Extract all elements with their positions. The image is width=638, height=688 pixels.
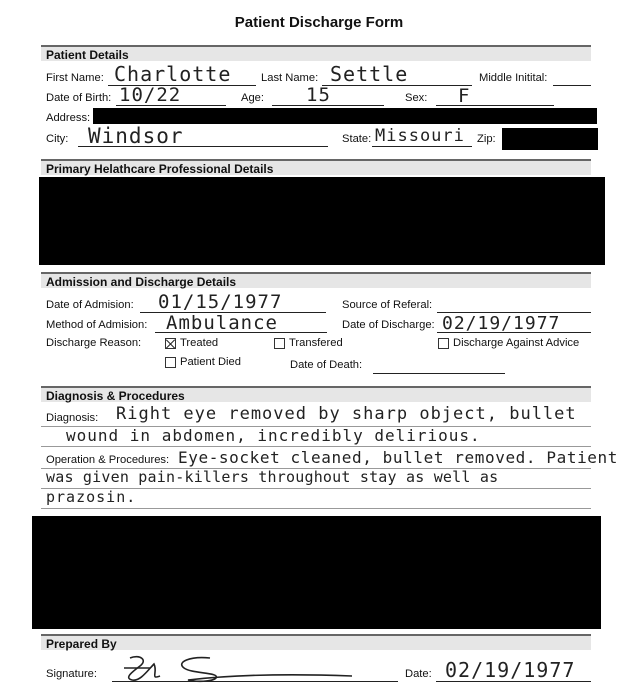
against-advice-checkbox[interactable] — [438, 338, 449, 349]
against-advice-label: Discharge Against Advice — [453, 337, 580, 349]
admission-date-field[interactable]: 01/15/1977 — [158, 291, 283, 313]
transfered-checkbox[interactable] — [274, 338, 285, 349]
last-name-label: Last Name: — [261, 72, 319, 84]
last-name-field[interactable]: Settle — [330, 62, 409, 86]
dob-label: Date of Birth: — [46, 92, 112, 104]
sex-label: Sex: — [405, 92, 428, 104]
state-label: State: — [342, 133, 372, 145]
signature-field[interactable] — [120, 652, 360, 684]
admission-method-field[interactable]: Ambulance — [166, 312, 278, 334]
discharge-date-label: Date of Discharge: — [342, 319, 435, 331]
zip-redaction — [502, 128, 598, 150]
admission-method-label: Method of Admision: — [46, 319, 148, 331]
death-date-label: Date of Death: — [290, 359, 363, 371]
patient-died-checkbox[interactable] — [165, 357, 176, 368]
zip-label: Zip: — [477, 133, 496, 145]
procedures-line-3[interactable]: prazosin. — [46, 488, 137, 506]
signature-label: Signature: — [46, 668, 97, 680]
transfered-label: Transfered — [289, 337, 343, 349]
section-hcp-details: Primary Helathcare Professional Details — [41, 159, 591, 175]
dob-field[interactable]: 10/22 — [119, 84, 182, 106]
first-name-label: First Name: — [46, 72, 104, 84]
procedures-line-1[interactable]: Eye-socket cleaned, bullet removed. Patient — [178, 448, 619, 467]
death-date-field[interactable] — [373, 373, 505, 374]
admission-date-label: Date of Admision: — [46, 299, 134, 311]
signature-scribble — [120, 652, 360, 684]
patient-died-label: Patient Died — [180, 356, 241, 368]
section-admission-discharge: Admission and Discharge Details — [41, 272, 591, 288]
city-field[interactable]: Windsor — [88, 124, 184, 148]
address-redaction — [93, 108, 597, 124]
procedures-line-2[interactable]: was given pain-killers throughout stay as well as — [46, 468, 499, 486]
state-line — [372, 146, 472, 147]
middle-initial-field[interactable] — [553, 85, 591, 86]
diagnosis-label: Diagnosis: — [46, 412, 99, 424]
section-patient-details: Patient Details — [41, 45, 591, 61]
first-name-field[interactable]: Charlotte — [114, 62, 232, 86]
discharge-date-field[interactable]: 02/19/1977 — [442, 313, 561, 334]
sex-line — [436, 105, 554, 106]
form-title: Patient Discharge Form — [234, 14, 404, 31]
section-prepared-by: Prepared By — [41, 634, 591, 650]
hcp-redaction — [39, 177, 605, 265]
procedures-label: Operation & Procedures: — [46, 454, 170, 466]
procedures-rule-3 — [41, 508, 591, 509]
treated-label: Treated — [180, 337, 219, 349]
state-field[interactable]: Missouri — [375, 126, 465, 146]
middle-initial-label: Middle Initital: — [479, 72, 548, 84]
notes-redaction — [32, 516, 601, 629]
diagnosis-rule-2 — [41, 446, 591, 447]
prepared-date-label: Date: — [405, 668, 432, 680]
city-label: City: — [46, 133, 69, 145]
diagnosis-line-2[interactable]: wound in abdomen, incredibly delirious. — [66, 426, 481, 445]
section-diagnosis: Diagnosis & Procedures — [41, 386, 591, 402]
discharge-reason-label: Discharge Reason: — [46, 337, 142, 349]
treated-checkbox[interactable] — [165, 338, 176, 349]
address-label: Address: — [46, 112, 91, 124]
prepared-date-field[interactable]: 02/19/1977 — [445, 658, 576, 682]
age-field[interactable]: 15 — [306, 84, 331, 106]
diagnosis-line-1[interactable]: Right eye removed by sharp object, bullet — [116, 404, 577, 424]
referral-label: Source of Referal: — [342, 299, 433, 311]
sex-field[interactable]: F — [458, 85, 471, 107]
age-label: Age: — [241, 92, 265, 104]
